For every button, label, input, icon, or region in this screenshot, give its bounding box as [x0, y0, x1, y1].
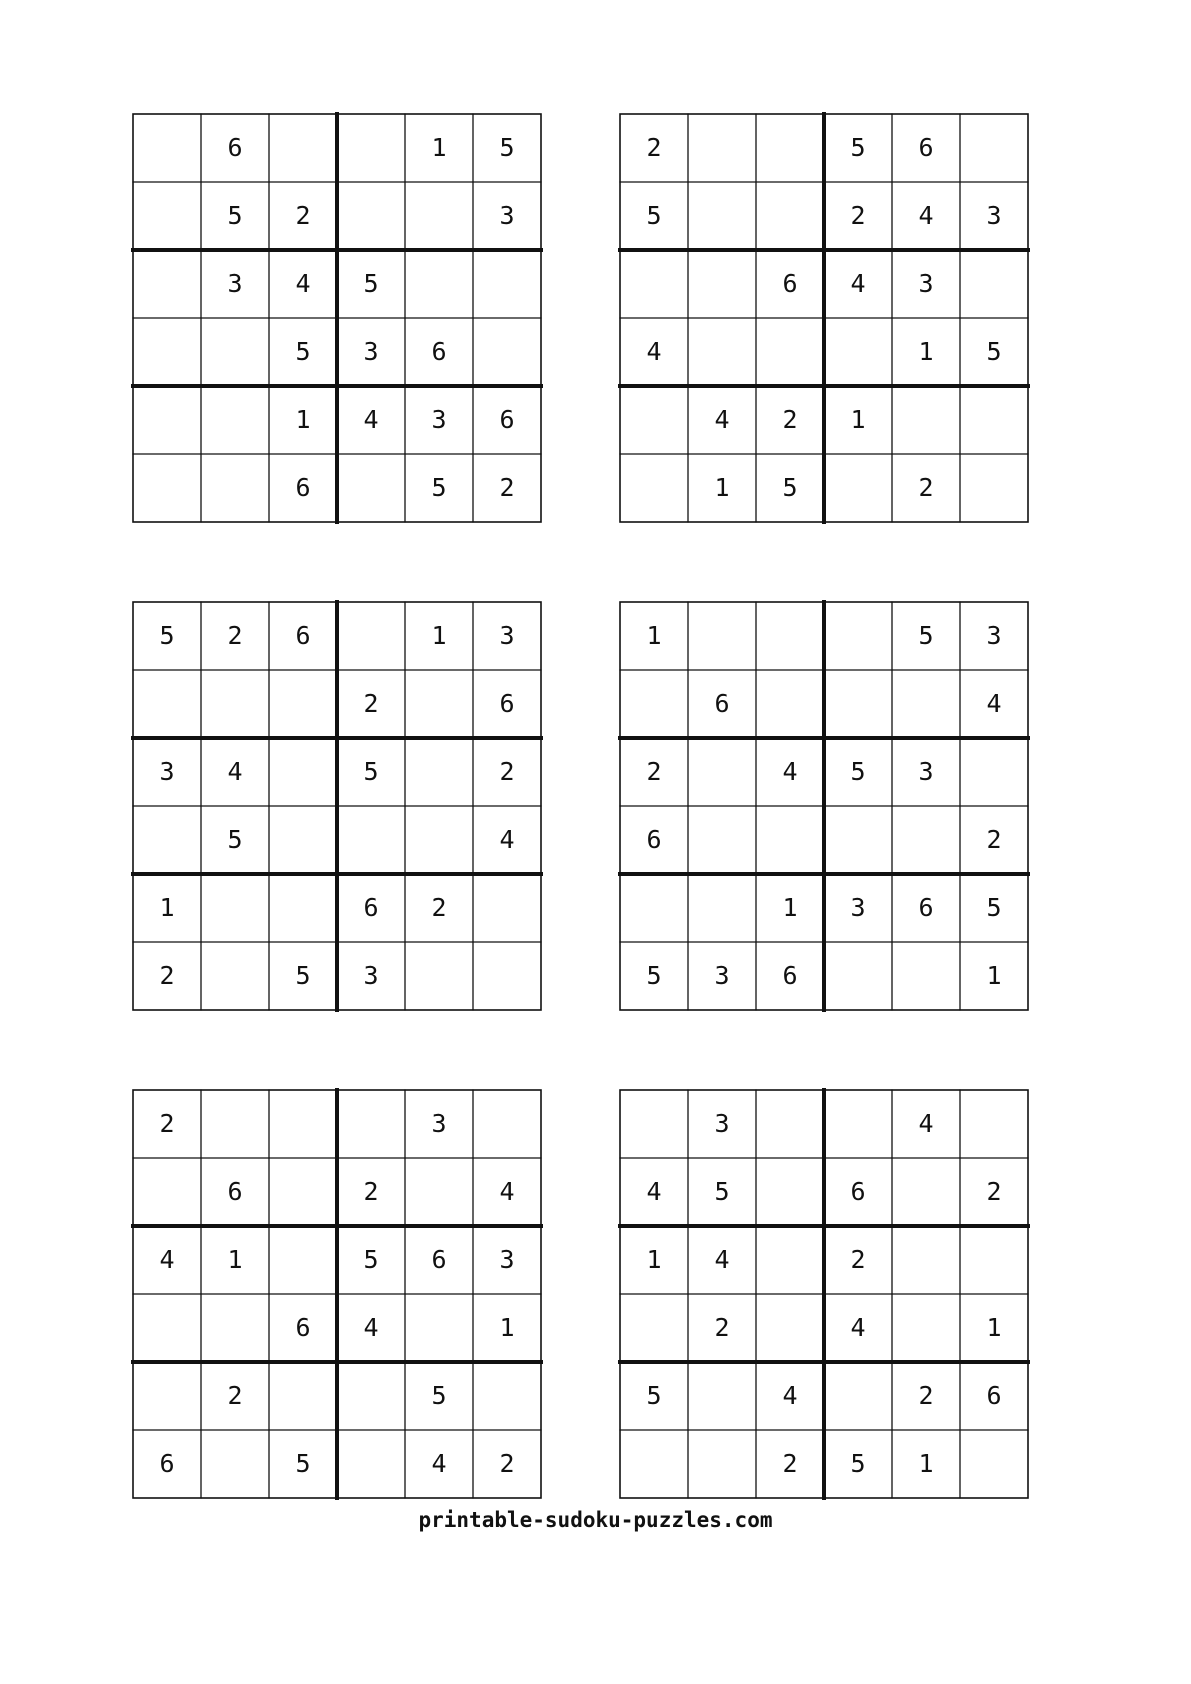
sudoku-cell [269, 114, 337, 182]
sudoku-cell [133, 1158, 201, 1226]
sudoku-cell: 1 [714, 473, 730, 502]
sudoku-cell: 6 [295, 621, 311, 650]
sudoku-cell: 2 [986, 1177, 1002, 1206]
sudoku-cell [620, 386, 688, 454]
sudoku-cell [269, 1226, 337, 1294]
sudoku-cell [405, 250, 473, 318]
sudoku-cell [688, 1430, 756, 1498]
sudoku-cell: 2 [850, 201, 866, 230]
sudoku-cell [620, 1430, 688, 1498]
sudoku-cell [337, 114, 405, 182]
sudoku-cell [201, 670, 269, 738]
sudoku-cell: 3 [714, 961, 730, 990]
sudoku-cell: 2 [499, 1449, 515, 1478]
sudoku-cell: 1 [850, 405, 866, 434]
sudoku-cell [756, 602, 824, 670]
sudoku-cell: 5 [431, 473, 447, 502]
sudoku-cell: 3 [918, 757, 934, 786]
sudoku-cell [824, 318, 892, 386]
sudoku-cell [756, 114, 824, 182]
sudoku-cell: 3 [499, 1245, 515, 1274]
sudoku-cell: 4 [918, 201, 934, 230]
sudoku-cell [960, 1430, 1028, 1498]
sudoku-grid-6 [620, 1090, 1028, 1498]
sudoku-cell: 2 [499, 473, 515, 502]
sudoku-cell [892, 386, 960, 454]
sudoku-cell: 4 [499, 1177, 515, 1206]
sudoku-cell: 2 [363, 1177, 379, 1206]
sudoku-grid-4 [620, 602, 1028, 1010]
sudoku-cell: 4 [646, 337, 662, 366]
sudoku-cell: 1 [159, 893, 175, 922]
sudoku-cell [960, 386, 1028, 454]
sudoku-grid-1 [133, 114, 541, 522]
sudoku-cell [756, 182, 824, 250]
sudoku-cell: 6 [431, 337, 447, 366]
sudoku-cell: 4 [159, 1245, 175, 1274]
sudoku-cell [201, 386, 269, 454]
sudoku-cell: 1 [986, 1313, 1002, 1342]
sudoku-cell: 3 [363, 337, 379, 366]
sudoku-cell: 1 [646, 621, 662, 650]
sudoku-cell: 6 [646, 825, 662, 854]
sudoku-cell [892, 806, 960, 874]
sudoku-cell [960, 250, 1028, 318]
sudoku-cell [688, 602, 756, 670]
sudoku-cell [269, 874, 337, 942]
sudoku-cell [473, 318, 541, 386]
sudoku-cell: 4 [714, 405, 730, 434]
sudoku-cell [133, 250, 201, 318]
sudoku-cell [960, 114, 1028, 182]
sudoku-cell [620, 874, 688, 942]
sudoku-cell [824, 806, 892, 874]
sudoku-cell [337, 602, 405, 670]
sudoku-cell: 1 [431, 621, 447, 650]
sudoku-cell: 2 [646, 133, 662, 162]
sudoku-cell [892, 670, 960, 738]
sudoku-cell [824, 1090, 892, 1158]
sudoku-cell [405, 942, 473, 1010]
sudoku-cell: 3 [431, 405, 447, 434]
sudoku-cell: 5 [646, 1381, 662, 1410]
sudoku-cell [201, 874, 269, 942]
sudoku-cell: 5 [850, 133, 866, 162]
sudoku-cell: 1 [986, 961, 1002, 990]
sudoku-cell [688, 250, 756, 318]
sudoku-cell: 4 [986, 689, 1002, 718]
sudoku-cell [960, 738, 1028, 806]
sudoku-cell [201, 942, 269, 1010]
sudoku-cell: 1 [646, 1245, 662, 1274]
sudoku-cell: 2 [714, 1313, 730, 1342]
sudoku-cell [133, 1294, 201, 1362]
sudoku-cell: 6 [363, 893, 379, 922]
sudoku-cell [620, 1090, 688, 1158]
sudoku-cell [756, 806, 824, 874]
sudoku-cell [337, 1430, 405, 1498]
sudoku-cell [201, 1090, 269, 1158]
sudoku-cell: 1 [295, 405, 311, 434]
sudoku-cell [824, 670, 892, 738]
sudoku-cell [201, 1294, 269, 1362]
sudoku-cell [269, 1090, 337, 1158]
sudoku-cell: 1 [227, 1245, 243, 1274]
sudoku-cell [688, 738, 756, 806]
sudoku-cell [756, 670, 824, 738]
sudoku-cell [824, 1362, 892, 1430]
sudoku-cell: 4 [646, 1177, 662, 1206]
sudoku-cell: 6 [159, 1449, 175, 1478]
sudoku-cell [620, 670, 688, 738]
sudoku-cell [133, 386, 201, 454]
sudoku-cell: 5 [714, 1177, 730, 1206]
sudoku-cell [688, 182, 756, 250]
sudoku-cell [201, 318, 269, 386]
sudoku-cell [133, 318, 201, 386]
sudoku-cell: 2 [159, 1109, 175, 1138]
sudoku-cell [892, 1158, 960, 1226]
sudoku-cell: 4 [363, 1313, 379, 1342]
sudoku-cell: 4 [363, 405, 379, 434]
sudoku-cell [133, 1362, 201, 1430]
sudoku-cell [201, 454, 269, 522]
sudoku-cell: 5 [363, 757, 379, 786]
sudoku-cell: 1 [431, 133, 447, 162]
sudoku-cell: 4 [850, 269, 866, 298]
sudoku-cell: 3 [227, 269, 243, 298]
sudoku-cell [824, 454, 892, 522]
sudoku-cell: 5 [918, 621, 934, 650]
sudoku-cell [133, 182, 201, 250]
sudoku-cell [688, 874, 756, 942]
sudoku-cell: 2 [918, 1381, 934, 1410]
sudoku-cell: 6 [918, 893, 934, 922]
sudoku-cell: 1 [918, 337, 934, 366]
sudoku-cell: 1 [918, 1449, 934, 1478]
sudoku-cell: 5 [850, 1449, 866, 1478]
sudoku-cell: 5 [363, 1245, 379, 1274]
sudoku-cell: 1 [499, 1313, 515, 1342]
sudoku-cell: 2 [782, 405, 798, 434]
sudoku-cell [133, 114, 201, 182]
sudoku-cell: 5 [295, 961, 311, 990]
sudoku-cell [960, 1090, 1028, 1158]
sudoku-cell: 6 [499, 689, 515, 718]
sudoku-cell [473, 874, 541, 942]
sudoku-cell: 3 [714, 1109, 730, 1138]
sudoku-cell: 5 [499, 133, 515, 162]
sudoku-cell: 3 [850, 893, 866, 922]
sudoku-cell [892, 942, 960, 1010]
sudoku-cell [756, 1226, 824, 1294]
sudoku-cell: 4 [499, 825, 515, 854]
sudoku-cell [133, 670, 201, 738]
sudoku-cell [620, 250, 688, 318]
sudoku-cell: 3 [499, 621, 515, 650]
sudoku-cell: 6 [227, 1177, 243, 1206]
sudoku-cell [688, 806, 756, 874]
sudoku-cell [405, 806, 473, 874]
sudoku-cell: 3 [363, 961, 379, 990]
sudoku-cell [688, 318, 756, 386]
sudoku-cell: 5 [646, 201, 662, 230]
sudoku-grid-2 [620, 114, 1028, 522]
sudoku-cell: 2 [782, 1449, 798, 1478]
sudoku-cell: 5 [159, 621, 175, 650]
sudoku-cell: 6 [499, 405, 515, 434]
sudoku-cell [269, 1158, 337, 1226]
sudoku-cell: 4 [918, 1109, 934, 1138]
sudoku-cell: 5 [782, 473, 798, 502]
sudoku-cell: 4 [714, 1245, 730, 1274]
sudoku-cell [337, 1362, 405, 1430]
sudoku-cell: 5 [431, 1381, 447, 1410]
sudoku-grid-5 [133, 1090, 541, 1498]
sudoku-cell [688, 1362, 756, 1430]
sudoku-cell [756, 318, 824, 386]
sudoku-cell [133, 454, 201, 522]
website-footer: printable-sudoku-puzzles.com [418, 1508, 773, 1532]
sudoku-cell [269, 1362, 337, 1430]
sudoku-cell: 4 [295, 269, 311, 298]
sudoku-cell: 6 [986, 1381, 1002, 1410]
sudoku-cell: 6 [782, 269, 798, 298]
sudoku-cell [133, 806, 201, 874]
sudoku-cell: 2 [986, 825, 1002, 854]
sudoku-cell: 2 [646, 757, 662, 786]
sudoku-cell: 2 [227, 1381, 243, 1410]
sudoku-cell: 5 [295, 337, 311, 366]
sudoku-cell [756, 1090, 824, 1158]
sudoku-cell: 6 [918, 133, 934, 162]
sudoku-grid-3 [133, 602, 541, 1010]
sudoku-cell: 3 [159, 757, 175, 786]
sudoku-cell [337, 454, 405, 522]
sudoku-cell [473, 1090, 541, 1158]
sudoku-cell [960, 454, 1028, 522]
sudoku-cell: 2 [363, 689, 379, 718]
sudoku-cell [337, 806, 405, 874]
sudoku-cell: 2 [227, 621, 243, 650]
sudoku-cell: 4 [227, 757, 243, 786]
sudoku-cell [892, 1226, 960, 1294]
sudoku-cell [337, 1090, 405, 1158]
sudoku-cell: 4 [782, 757, 798, 786]
sudoku-cell: 5 [986, 893, 1002, 922]
sudoku-cell: 3 [499, 201, 515, 230]
sudoku-cell [960, 1226, 1028, 1294]
sudoku-cell: 2 [295, 201, 311, 230]
sudoku-cell [756, 1158, 824, 1226]
sudoku-cell: 1 [782, 893, 798, 922]
sudoku-cell [824, 602, 892, 670]
sudoku-cell: 6 [782, 961, 798, 990]
sudoku-cell: 5 [363, 269, 379, 298]
sudoku-cell [473, 250, 541, 318]
sudoku-cell: 2 [850, 1245, 866, 1274]
sudoku-cell: 2 [431, 893, 447, 922]
sudoku-cell: 5 [646, 961, 662, 990]
sudoku-cell [620, 454, 688, 522]
sudoku-cell [756, 1294, 824, 1362]
sudoku-cell [473, 942, 541, 1010]
sudoku-cell: 3 [986, 621, 1002, 650]
sudoku-cell: 6 [431, 1245, 447, 1274]
sudoku-cell: 4 [850, 1313, 866, 1342]
sudoku-cell: 5 [295, 1449, 311, 1478]
sudoku-cell: 2 [499, 757, 515, 786]
sudoku-cell: 3 [431, 1109, 447, 1138]
sudoku-cell [688, 114, 756, 182]
sudoku-cell: 3 [918, 269, 934, 298]
sudoku-cell [405, 1294, 473, 1362]
sudoku-cell: 6 [295, 473, 311, 502]
sudoku-cell [473, 1362, 541, 1430]
sudoku-cell: 6 [850, 1177, 866, 1206]
sudoku-cell: 5 [986, 337, 1002, 366]
sudoku-cell [337, 182, 405, 250]
sudoku-cell: 6 [227, 133, 243, 162]
sudoku-cell [405, 670, 473, 738]
sudoku-cell: 4 [782, 1381, 798, 1410]
sudoku-cell: 6 [714, 689, 730, 718]
sudoku-cell [892, 1294, 960, 1362]
sudoku-cell [201, 1430, 269, 1498]
sudoku-cell [405, 182, 473, 250]
sudoku-cell: 2 [159, 961, 175, 990]
sudoku-cell [405, 1158, 473, 1226]
sudoku-cell [620, 1294, 688, 1362]
sudoku-cell: 5 [227, 201, 243, 230]
sudoku-cell [824, 942, 892, 1010]
sudoku-cell [405, 738, 473, 806]
sudoku-cell: 5 [227, 825, 243, 854]
sudoku-cell [269, 670, 337, 738]
sudoku-cell: 2 [918, 473, 934, 502]
sudoku-cell [269, 806, 337, 874]
sudoku-cell: 5 [850, 757, 866, 786]
sudoku-cell: 4 [431, 1449, 447, 1478]
sudoku-cell [269, 738, 337, 806]
sudoku-cell: 3 [986, 201, 1002, 230]
sudoku-cell: 6 [295, 1313, 311, 1342]
